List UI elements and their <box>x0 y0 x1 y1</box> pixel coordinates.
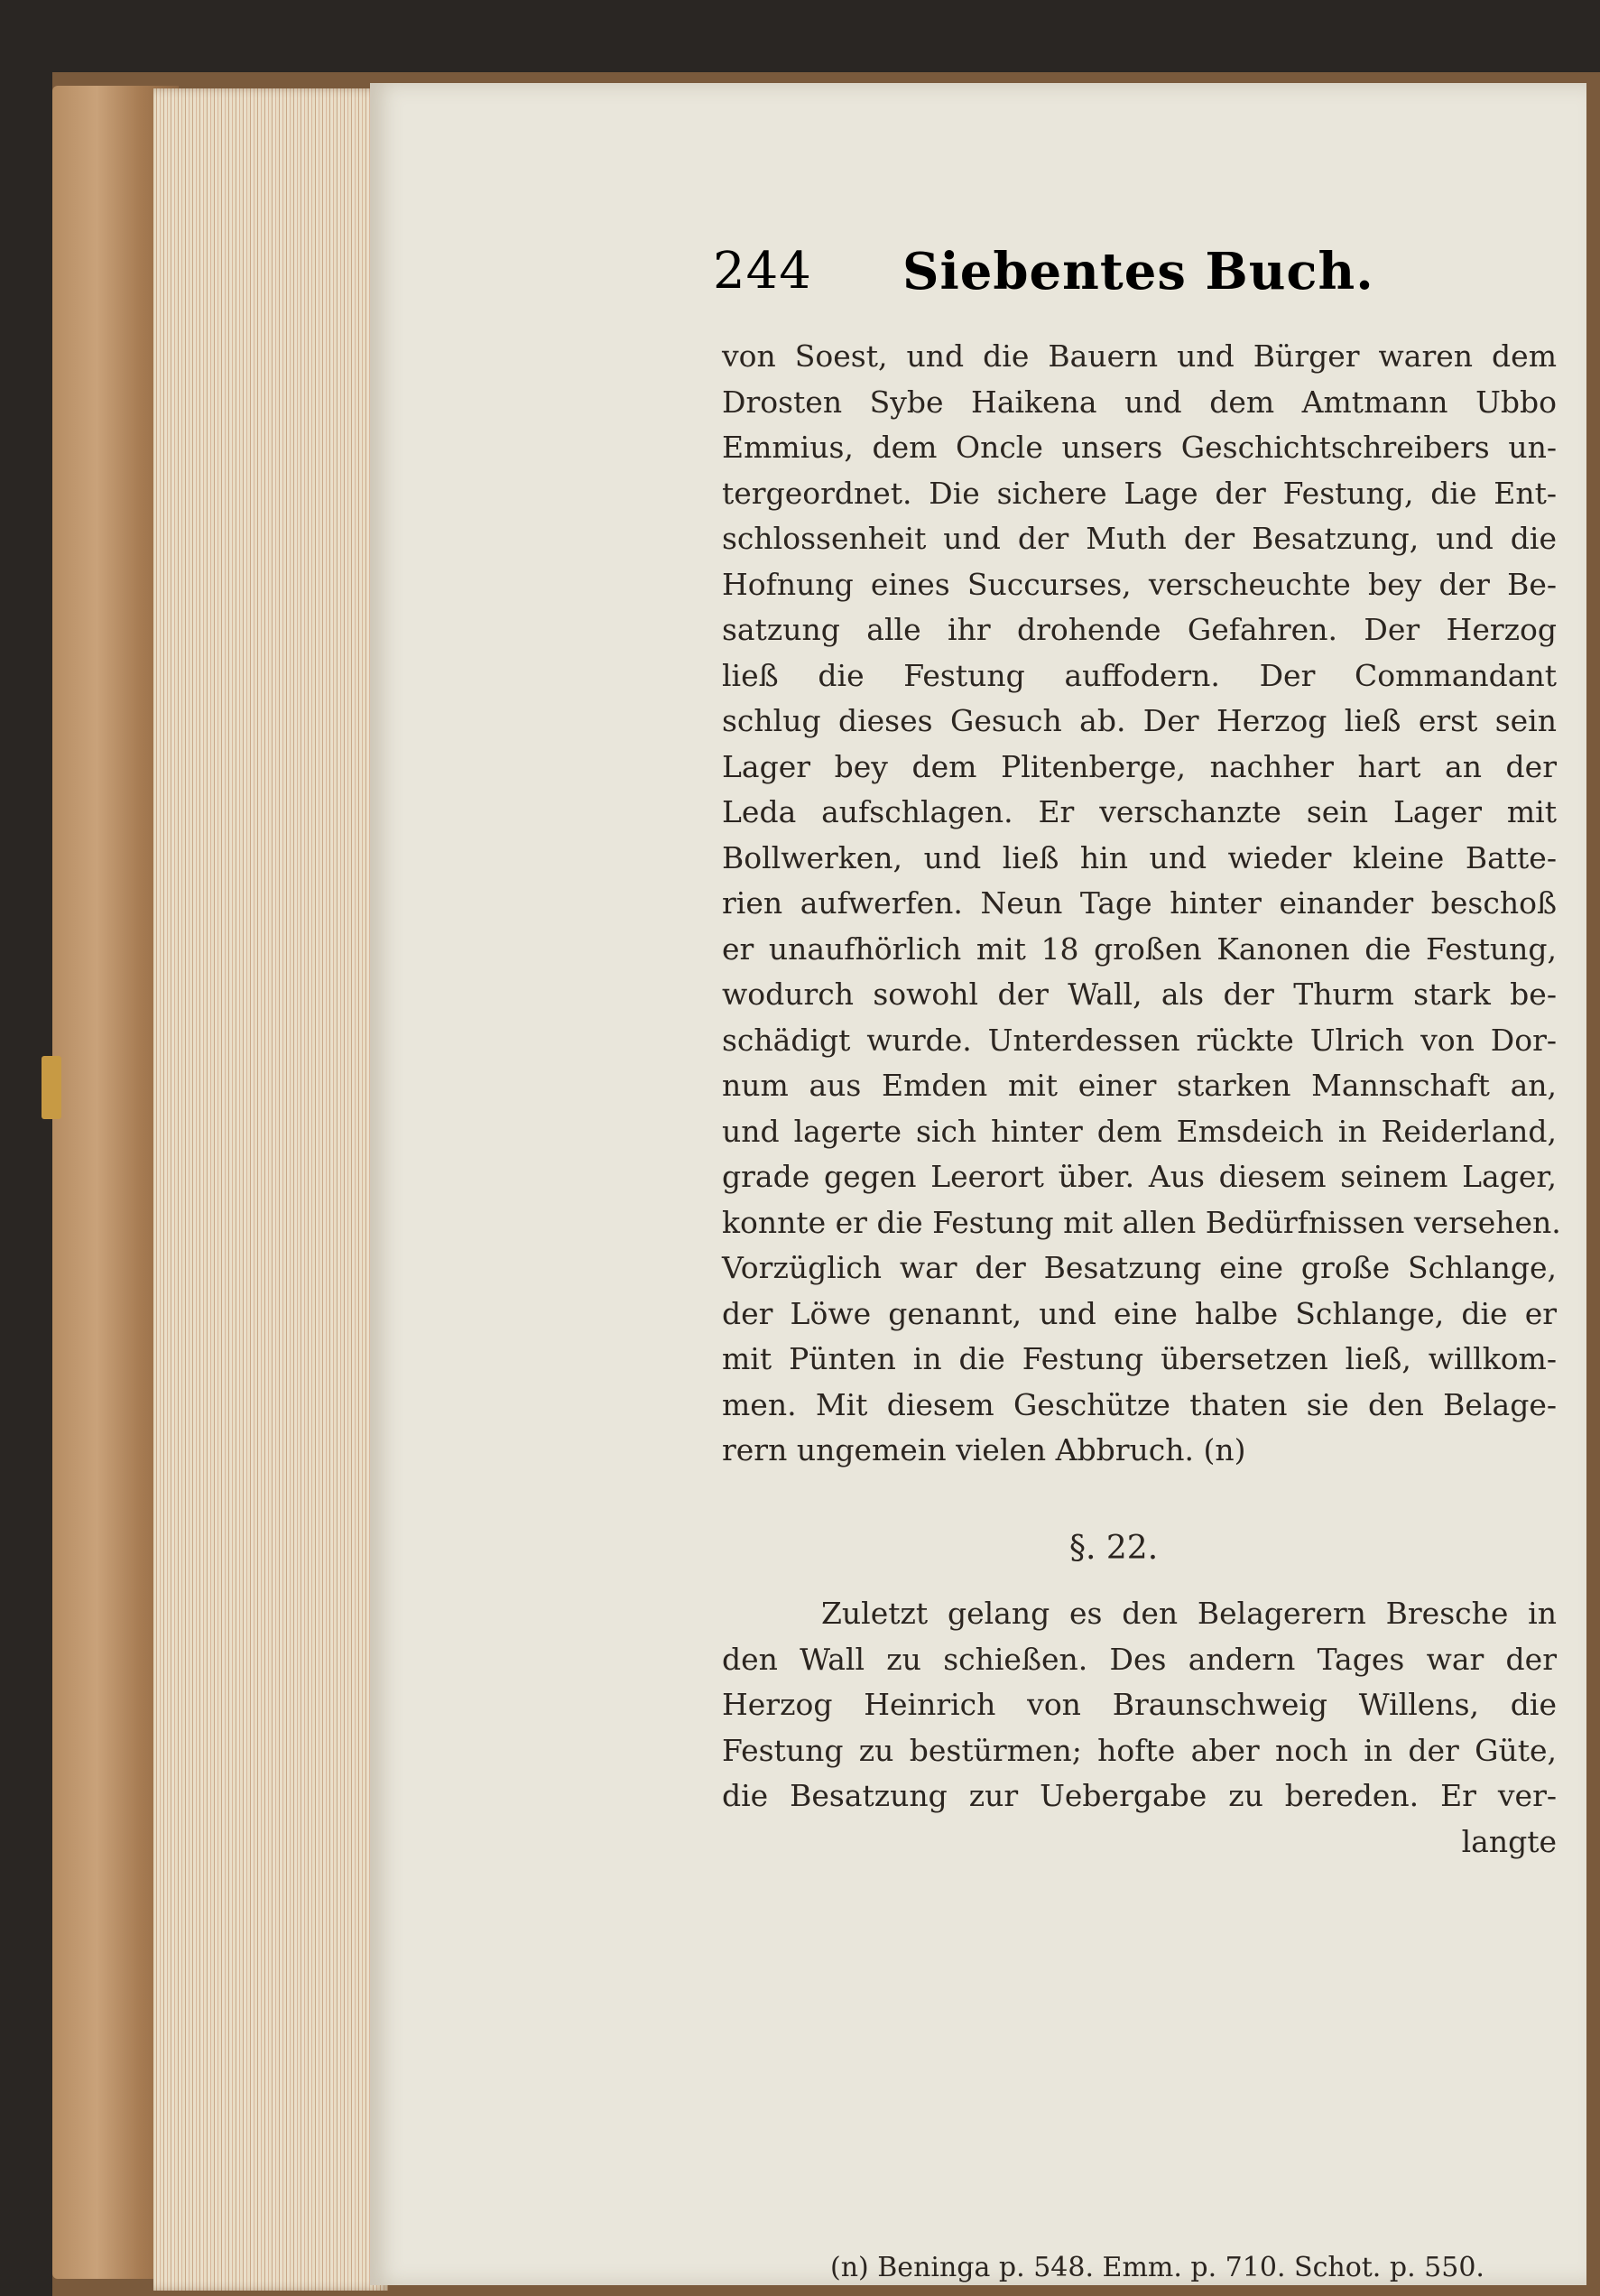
text-line: er unaufhörlich mit 18 großen Kanonen die Festung, <box>722 930 1557 967</box>
running-title: Siebentes Buch. <box>902 242 1374 301</box>
text-line: Zuletzt gelang es den Belagerern Bresche in <box>821 1596 1557 1631</box>
text-line: der Löwe genannt, und eine halbe Schlange, die er <box>722 1295 1557 1331</box>
page-number: 244 <box>713 242 812 301</box>
text-line: von Soest, und die Bauern und Bürger waren dem <box>722 338 1557 374</box>
bookmark-ribbon <box>42 1056 61 1119</box>
text-line: rern ungemein vielen Abbruch. (n) <box>722 1432 1246 1467</box>
text-line: mit Pünten in die Festung übersetzen ließ, willkom- <box>722 1341 1557 1376</box>
text-line: Drosten Sybe Haikena und dem Amtmann Ubbo <box>722 384 1557 420</box>
text-line: Festung zu bestürmen; hofte aber noch in der Güte, <box>722 1732 1557 1768</box>
text-line: schädigt wurde. Unterdessen rückte Ulrich von Dor- <box>722 1022 1557 1058</box>
footnote: (n) Beninga p. 548. Emm. p. 710. Schot. p. 550. <box>830 2252 1484 2283</box>
text-line: Bollwerken, und ließ hin und wieder kleine Batte- <box>722 839 1557 875</box>
paragraph-2 <box>722 1591 1557 1865</box>
text-line: die Besatzung zur Uebergabe zu bereden. Er ver- <box>722 1778 1557 1813</box>
text-line: Lager bey dem Plitenberge, nachher hart an der <box>722 748 1557 784</box>
page-edges <box>153 88 388 2291</box>
text-line: Leda aufschlagen. Er verschanzte sein Lager mit <box>722 794 1557 829</box>
text-line: den Wall zu schießen. Des andern Tages war der <box>722 1641 1557 1677</box>
text-line: schlug dieses Gesuch ab. Der Herzog ließ erst sein <box>722 703 1557 738</box>
section-heading: §. 22. <box>1069 1530 1159 1567</box>
text-line: men. Mit diesem Geschütze thaten sie den Belage- <box>722 1386 1557 1422</box>
text-line: Emmius, dem Oncle unsers Geschichtschreibers un- <box>722 430 1557 465</box>
text-line: grade gegen Leerort über. Aus diesem seinem Lager, <box>722 1159 1557 1194</box>
text-line: Hofnung eines Succurses, verscheuchte bey der Be- <box>722 566 1557 602</box>
text-line: rien aufwerfen. Neun Tage hinter einander beschoß <box>722 885 1557 921</box>
paragraph-1 <box>722 334 1561 1474</box>
text-line: ließ die Festung auffodern. Der Commandant <box>722 657 1557 693</box>
text-line: Vorzüglich war der Besatzung eine große Schlange, <box>722 1250 1557 1285</box>
catchword: langte <box>1461 1823 1557 1859</box>
text-line: num aus Emden mit einer starken Mannschaft an, <box>722 1068 1557 1103</box>
text-line: und lagerte sich hinter dem Emsdeich in Reiderland, <box>722 1113 1557 1149</box>
text-line: schlossenheit und der Muth der Besatzung, und die <box>722 521 1557 556</box>
page-header <box>713 242 1557 305</box>
text-line: satzung alle ihr drohende Gefahren. Der Herzog <box>722 612 1557 647</box>
text-line: konnte er die Festung mit allen Bedürfnissen versehen. <box>722 1204 1561 1240</box>
text-line: Herzog Heinrich von Braunschweig Willens, die <box>722 1687 1557 1722</box>
text-line: wodurch sowohl der Wall, als der Thurm stark be- <box>722 977 1557 1012</box>
text-line: tergeordnet. Die sichere Lage der Festung, die Ent- <box>722 475 1557 511</box>
